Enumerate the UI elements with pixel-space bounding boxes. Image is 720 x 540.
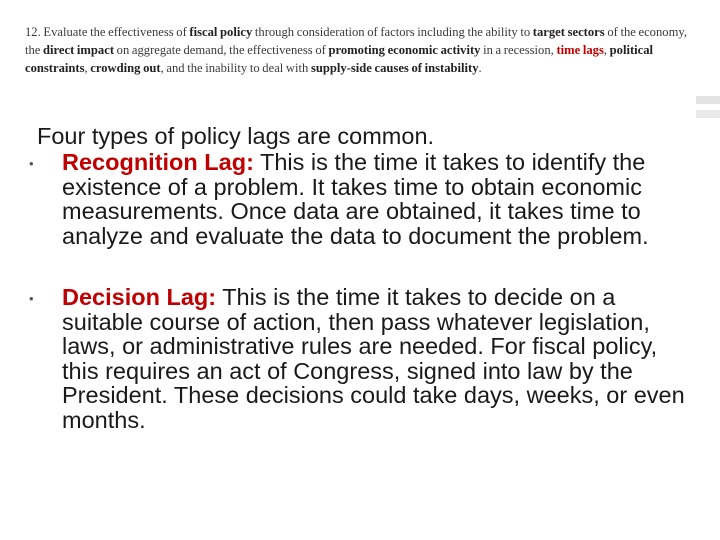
bullet-icon: • xyxy=(29,291,34,306)
bullet-text: This is the time it takes to identify the existence of a problem. It takes time to obtain economic measurements. Once data are obtained, it takes time to analyze and evaluate the data to document the problem. xyxy=(62,149,649,249)
header-text: through consideration of factors including the ability to xyxy=(252,25,533,39)
header-text: in a recession, xyxy=(480,43,557,57)
header-term-political-constraints: political constraints xyxy=(25,43,654,75)
bullet-icon: • xyxy=(29,156,34,171)
header-term-time-lags: time lags xyxy=(556,43,604,57)
header-text: on aggregate demand, the effectiveness of xyxy=(114,43,329,57)
term-recognition-lag: Recognition Lag: xyxy=(62,149,254,175)
bullet-recognition-lag xyxy=(29,149,692,249)
header-term-target-sectors: target sectors xyxy=(532,25,605,39)
header-term-fiscal-policy: fiscal policy xyxy=(189,25,253,39)
header-text: . xyxy=(478,61,482,75)
slide-body xyxy=(29,123,692,433)
header-term-direct-impact: direct impact xyxy=(43,43,115,57)
header-term-crowding-out: crowding out xyxy=(90,61,161,75)
corner-decoration-bar xyxy=(696,110,720,118)
term-decision-lag: Decision Lag: xyxy=(62,284,217,310)
intro-heading: Four types of policy lags are common. xyxy=(37,123,435,149)
objective-header xyxy=(25,23,700,77)
header-text: , xyxy=(84,61,91,75)
header-term-supply-side-causes: supply-side causes of instability xyxy=(310,61,479,75)
bullet-decision-lag xyxy=(29,284,692,433)
corner-decoration-bar xyxy=(696,96,720,104)
header-text: , xyxy=(603,43,610,57)
bullet-text: This is the time it takes to decide on a suitable course of action, then pass whatever legislation, laws, or administrative rules are needed. For fiscal policy, this requires an act of Congress, signed into law by the President. These decisions could take days, weeks, or even months. xyxy=(62,284,685,433)
header-term-promoting-economic-activity: promoting economic activity xyxy=(328,43,481,57)
header-text: 12. Evaluate the effectiveness of xyxy=(25,25,190,39)
header-text: , and the inability to deal with xyxy=(160,61,311,75)
header-text: of the economy, the xyxy=(25,25,687,57)
